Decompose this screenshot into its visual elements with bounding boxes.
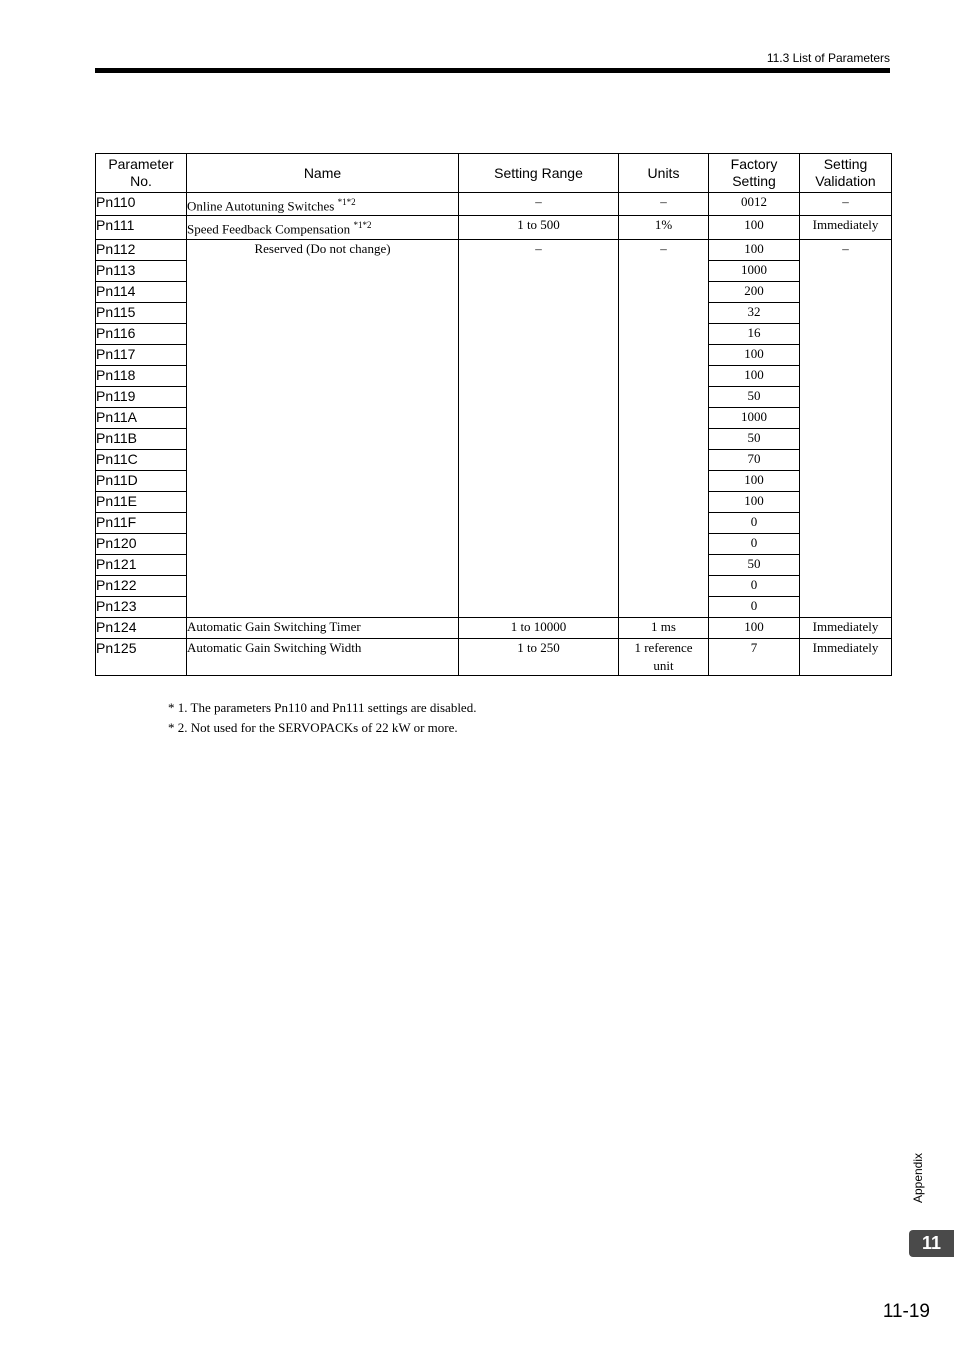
param-validation: – (800, 193, 892, 216)
param-range: 1 to 10000 (459, 617, 619, 638)
param-no: Pn113 (96, 260, 187, 281)
reserved-validation: – (800, 239, 892, 617)
param-factory: 16 (709, 323, 800, 344)
param-no: Pn11A (96, 407, 187, 428)
header-setting-range: Setting Range (459, 154, 619, 193)
header-parameter-no: Parameter No. (96, 154, 187, 193)
param-no: Pn116 (96, 323, 187, 344)
param-factory: 7 (709, 638, 800, 675)
param-factory: 50 (709, 554, 800, 575)
param-no: Pn124 (96, 617, 187, 638)
param-factory: 100 (709, 617, 800, 638)
footnote-ref: *1*2 (337, 197, 356, 207)
appendix-label: Appendix (911, 1152, 925, 1204)
footnote-2: * 2. Not used for the SERVOPACKs of 22 kW or more. (168, 720, 458, 735)
param-factory: 100 (709, 216, 800, 239)
param-no: Pn111 (96, 216, 187, 239)
header-name: Name (187, 154, 459, 193)
table-row (96, 638, 892, 675)
header-units: Units (619, 154, 709, 193)
param-no: Pn117 (96, 344, 187, 365)
param-factory: 100 (709, 365, 800, 386)
param-factory: 0 (709, 512, 800, 533)
param-factory: 100 (709, 239, 800, 260)
param-no: Pn121 (96, 554, 187, 575)
param-no: Pn118 (96, 365, 187, 386)
param-factory: 1000 (709, 260, 800, 281)
param-factory: 70 (709, 449, 800, 470)
header-rule (95, 68, 890, 73)
chapter-tab: 11 (909, 1230, 954, 1257)
param-factory: 100 (709, 344, 800, 365)
param-factory: 0 (709, 596, 800, 617)
param-units: 1 ms (619, 617, 709, 638)
param-factory: 50 (709, 428, 800, 449)
page-number: 11-19 (882, 1301, 930, 1322)
param-units: 1% (619, 216, 709, 239)
param-no: Pn110 (96, 193, 187, 216)
param-factory: 50 (709, 386, 800, 407)
reserved-name: Reserved (Do not change) (187, 239, 459, 617)
param-validation: Immediately (800, 216, 892, 239)
param-no: Pn123 (96, 596, 187, 617)
param-factory: 0012 (709, 193, 800, 216)
section-header: 11.3 List of Parameters (766, 51, 890, 65)
param-name: Automatic Gain Switching Width (187, 638, 459, 675)
param-no: Pn11C (96, 449, 187, 470)
param-units: 1 reference unit (619, 638, 709, 675)
param-no: Pn11F (96, 512, 187, 533)
param-no: Pn122 (96, 575, 187, 596)
table-row (96, 617, 892, 638)
param-validation: Immediately (800, 617, 892, 638)
table-row (96, 239, 892, 260)
table-row (96, 216, 892, 239)
param-name: Automatic Gain Switching Timer (187, 617, 459, 638)
param-factory: 100 (709, 491, 800, 512)
param-factory: 100 (709, 470, 800, 491)
param-no: Pn11D (96, 470, 187, 491)
param-range: – (459, 193, 619, 216)
param-no: Pn112 (96, 239, 187, 260)
param-no: Pn11E (96, 491, 187, 512)
header-factory-setting: Factory Setting (709, 154, 800, 193)
param-no: Pn115 (96, 302, 187, 323)
param-factory: 0 (709, 575, 800, 596)
param-no: Pn119 (96, 386, 187, 407)
table-row (96, 193, 892, 216)
footnote-ref: *1*2 (353, 220, 372, 231)
reserved-range: – (459, 239, 619, 617)
header-setting-validation: Setting Validation (800, 154, 892, 193)
footnote-1: * 1. The parameters Pn110 and Pn111 settings are disabled. (168, 700, 477, 715)
param-no: Pn120 (96, 533, 187, 554)
param-factory: 200 (709, 281, 800, 302)
param-name: Speed Feedback Compensation $^{*1*2}$ (187, 216, 459, 239)
param-range: 1 to 250 (459, 638, 619, 675)
table-header-row (96, 154, 892, 193)
param-factory: 0 (709, 533, 800, 554)
param-no: Pn114 (96, 281, 187, 302)
param-name: Online Autotuning Switches $^{*1*2}$ (187, 193, 459, 216)
reserved-units: – (619, 239, 709, 617)
param-no: Pn125 (96, 638, 187, 675)
param-validation: Immediately (800, 638, 892, 675)
parameter-table (95, 153, 892, 676)
footnotes (168, 698, 476, 738)
param-range: 1 to 500 (459, 216, 619, 239)
param-factory: 1000 (709, 407, 800, 428)
param-units: – (619, 193, 709, 216)
param-no: Pn11B (96, 428, 187, 449)
param-factory: 32 (709, 302, 800, 323)
